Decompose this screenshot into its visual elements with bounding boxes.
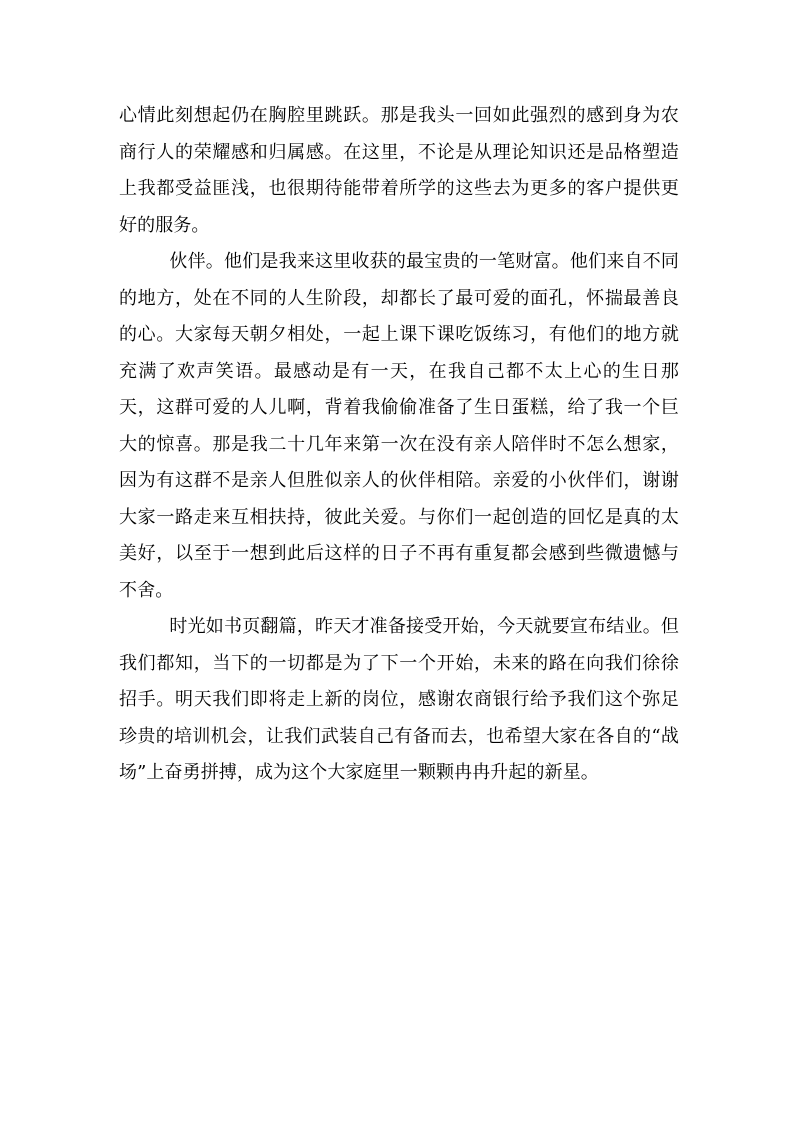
- document-body: [119, 98, 679, 792]
- paragraph-1: 心情此刻想起仍在胸腔里跳跃。那是我头一回如此强烈的感到身为农商行人的荣耀感和归属感。在这里，不论是从理论知识还是品格塑造上我都受益匪浅，也很期待能带着所学的这些去为更多的客户提供更好的服务。: [119, 105, 679, 236]
- paragraph-3: 时光如书页翻篇，昨天才准备接受开始，今天就要宣布结业。但我们都知，当下的一切都是为了下一个开始，未来的路在向我们徐徐招手。明天我们即将走上新的岗位，感谢农商银行给予我们这个弥足珍贵的培训机会，让我们武装自己有备而去，也希望大家在各自的“战场”上奋勇拼搏，成为这个大家庭里一颗颗冉冉升起的新星。: [119, 616, 679, 783]
- paragraph-2: 伙伴。他们是我来这里收获的最宝贵的一笔财富。他们来自不同的地方，处在不同的人生阶段，却都长了最可爱的面孔，怀揣最善良的心。大家每天朝夕相处，一起上课下课吃饭练习，有他们的地方就充满了欢声笑语。最感动是有一天，在我自己都不太上心的生日那天，这群可爱的人儿啊，背着我偷偷准备了生日蛋糕，给了我一个巨大的惊喜。那是我二十几年来第一次在没有亲人陪伴时不怎么想家，因为有这群不是亲人但胜似亲人的伙伴相陪。亲爱的小伙伴们，谢谢大家一路走来互相扶持，彼此关爱。与你们一起创造的回忆是真的太美好，以至于一想到此后这样的日子不再有重复都会感到些微遗憾与不舍。: [119, 251, 679, 601]
